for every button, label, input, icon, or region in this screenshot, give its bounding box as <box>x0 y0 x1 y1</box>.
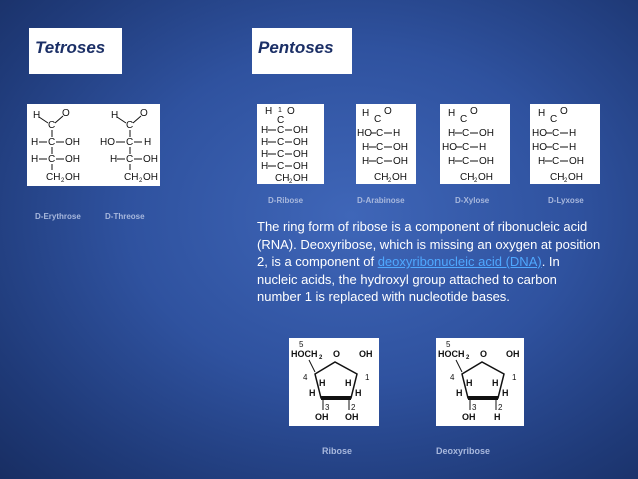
svg-text:O: O <box>384 106 392 117</box>
svg-text:2: 2 <box>351 403 356 412</box>
svg-text:H: H <box>355 388 362 398</box>
svg-text:5: 5 <box>446 340 451 349</box>
svg-text:H: H <box>502 388 509 398</box>
svg-text:OH: OH <box>359 349 373 359</box>
svg-text:H: H <box>261 137 269 148</box>
svg-text:H: H <box>494 412 501 422</box>
svg-text:C: C <box>552 128 560 139</box>
svg-text:OH: OH <box>462 412 476 422</box>
svg-text:OH: OH <box>293 149 308 160</box>
svg-text:H: H <box>569 142 577 153</box>
svg-text:H: H <box>448 108 456 119</box>
svg-text:H: H <box>362 108 370 119</box>
svg-text:C: C <box>277 115 285 126</box>
svg-text:H: H <box>31 154 39 165</box>
svg-text:OH: OH <box>393 156 408 167</box>
svg-text:2: 2 <box>289 179 293 184</box>
svg-text:OH: OH <box>143 154 158 165</box>
svg-text:H: H <box>31 137 39 148</box>
svg-text:C: C <box>462 128 470 139</box>
svg-text:H: H <box>309 388 316 398</box>
tetroses-heading: Tetroses <box>29 28 122 74</box>
svg-text:OH: OH <box>293 137 308 148</box>
svg-text:HO: HO <box>100 137 115 148</box>
svg-text:C: C <box>48 154 56 165</box>
label-d-erythrose: D-Erythrose <box>35 212 81 221</box>
svg-text:OH: OH <box>479 156 494 167</box>
svg-text:2: 2 <box>61 178 65 184</box>
svg-text:2: 2 <box>139 178 143 184</box>
d-arabinose-structure <box>356 104 416 184</box>
svg-text:C: C <box>126 120 134 131</box>
label-d-xylose: D-Xylose <box>455 196 490 205</box>
label-d-ribose: D-Ribose <box>268 196 304 205</box>
svg-text:2: 2 <box>388 178 392 184</box>
svg-text:H: H <box>448 156 456 167</box>
svg-text:C: C <box>460 114 468 125</box>
svg-text:O: O <box>62 108 70 119</box>
label-d-lyxose: D-Lyxose <box>548 196 584 205</box>
svg-text:C: C <box>376 142 384 153</box>
svg-text:OH: OH <box>345 412 359 422</box>
svg-text:H: H <box>456 388 463 398</box>
svg-text:C: C <box>376 128 384 139</box>
svg-text:CH: CH <box>460 172 475 183</box>
svg-text:OH: OH <box>568 172 583 183</box>
svg-text:H: H <box>479 142 487 153</box>
label-ribose: Ribose <box>322 446 353 456</box>
svg-text:CH: CH <box>374 172 389 183</box>
svg-text:C: C <box>277 161 285 172</box>
svg-text:1: 1 <box>278 107 282 114</box>
svg-text:O: O <box>287 106 295 117</box>
svg-text:4: 4 <box>303 373 308 382</box>
svg-text:O: O <box>480 349 488 359</box>
svg-text:2: 2 <box>474 178 478 184</box>
svg-text:OH: OH <box>569 156 584 167</box>
svg-text:OH: OH <box>293 125 308 136</box>
svg-text:O: O <box>140 108 148 119</box>
svg-text:1: 1 <box>512 373 517 382</box>
label-d-threose: D-Threose <box>105 212 145 221</box>
svg-text:OH: OH <box>315 412 329 422</box>
svg-text:HOCH: HOCH <box>291 349 318 359</box>
svg-text:OH: OH <box>143 172 158 183</box>
svg-text:C: C <box>376 156 384 167</box>
svg-text:OH: OH <box>393 142 408 153</box>
svg-text:C: C <box>126 154 134 165</box>
svg-text:C: C <box>277 137 285 148</box>
svg-text:H: H <box>362 156 370 167</box>
d-lyxose-structure <box>530 104 600 184</box>
svg-text:O: O <box>470 106 478 117</box>
svg-text:H: H <box>345 378 352 388</box>
svg-text:HO: HO <box>532 142 547 153</box>
svg-text:H: H <box>569 128 577 139</box>
svg-text:HO: HO <box>442 142 457 153</box>
svg-text:HO: HO <box>357 128 372 139</box>
svg-text:CH: CH <box>124 172 139 183</box>
svg-text:H: H <box>261 125 269 136</box>
paragraph-text-1: The ring form of ribose is a component of ribonucleic acid (RNA). Deoxyribose, which is missing an oxygen at position 2, is a component of <box>257 219 601 269</box>
svg-text:H: H <box>265 106 273 117</box>
svg-text:2: 2 <box>466 355 470 361</box>
svg-text:4: 4 <box>450 373 455 382</box>
svg-text:H: H <box>466 378 473 388</box>
svg-text:2: 2 <box>498 403 503 412</box>
svg-text:C: C <box>277 149 285 160</box>
svg-text:C: C <box>552 156 560 167</box>
svg-text:OH: OH <box>479 128 494 139</box>
svg-text:CH: CH <box>550 172 565 183</box>
svg-text:5: 5 <box>299 340 304 349</box>
svg-text:2: 2 <box>319 355 323 361</box>
svg-text:3: 3 <box>472 403 477 412</box>
svg-text:C: C <box>48 120 56 131</box>
label-deoxyribose: Deoxyribose <box>436 446 491 456</box>
svg-text:OH: OH <box>392 172 407 183</box>
svg-text:H: H <box>33 110 41 121</box>
d-xylose-structure <box>440 104 510 184</box>
svg-text:OH: OH <box>293 161 308 172</box>
svg-text:3: 3 <box>325 403 330 412</box>
svg-text:H: H <box>538 156 546 167</box>
svg-text:2: 2 <box>564 178 568 184</box>
pentoses-heading: Pentoses <box>252 28 352 74</box>
svg-text:OH: OH <box>65 137 80 148</box>
svg-text:O: O <box>560 106 568 117</box>
svg-text:H: H <box>319 378 326 388</box>
svg-text:H: H <box>261 149 269 160</box>
svg-text:O: O <box>333 349 341 359</box>
svg-text:OH: OH <box>506 349 520 359</box>
svg-text:H: H <box>538 108 546 119</box>
svg-text:H: H <box>393 128 401 139</box>
svg-text:C: C <box>277 125 285 136</box>
tetrose-structures-image <box>27 104 160 186</box>
svg-text:H: H <box>144 137 152 148</box>
paragraph-text-2: . In nucleic acids, the hydroxyl group attached to carbon number 1 is replaced with nucleotide bases. <box>257 254 560 304</box>
svg-text:CH: CH <box>46 172 61 183</box>
svg-text:HOCH: HOCH <box>438 349 465 359</box>
label-d-arabinose: D-Arabinose <box>357 196 405 205</box>
svg-text:H: H <box>261 161 269 172</box>
svg-text:C: C <box>462 142 470 153</box>
d-ribose-structure <box>257 104 324 184</box>
svg-text:1: 1 <box>365 373 370 382</box>
svg-text:C: C <box>126 137 134 148</box>
svg-text:H: H <box>448 128 456 139</box>
deoxyribose-ring-structure <box>436 338 524 426</box>
svg-text:C: C <box>48 137 56 148</box>
svg-text:C: C <box>374 114 382 125</box>
svg-text:HO: HO <box>532 128 547 139</box>
svg-text:H: H <box>110 154 118 165</box>
svg-text:H: H <box>362 142 370 153</box>
svg-text:C: C <box>462 156 470 167</box>
svg-text:H: H <box>111 110 119 121</box>
description-paragraph <box>257 218 602 306</box>
svg-text:C: C <box>552 142 560 153</box>
svg-text:OH: OH <box>65 154 80 165</box>
svg-text:OH: OH <box>293 173 308 184</box>
svg-text:OH: OH <box>478 172 493 183</box>
ribose-ring-structure <box>289 338 379 426</box>
dna-link[interactable]: deoxyribonucleic acid (DNA) <box>377 254 542 269</box>
svg-text:OH: OH <box>65 172 80 183</box>
svg-text:CH: CH <box>275 173 290 184</box>
svg-text:C: C <box>550 114 558 125</box>
svg-text:H: H <box>492 378 499 388</box>
